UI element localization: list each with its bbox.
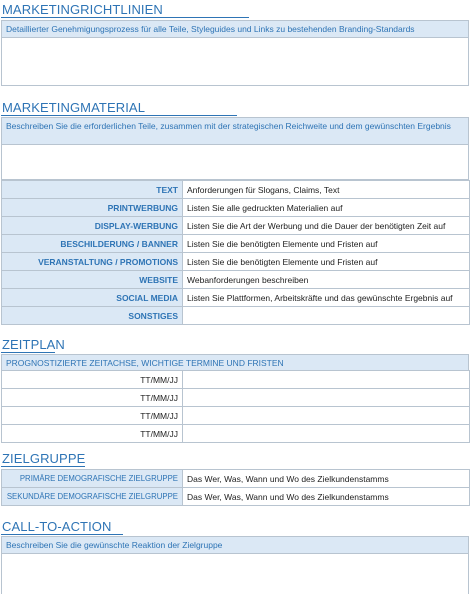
timeline-entry-cell[interactable] [183, 407, 470, 425]
row-value-sekundaere-zielgruppe[interactable]: Das Wer, Was, Wann und Wo des Zielkundenstamms [183, 488, 470, 506]
row-label-sonstiges: SONSTIGES [2, 307, 183, 325]
table-row [2, 181, 470, 199]
table-row [2, 407, 470, 425]
zeitplan-header: PROGNOSTIZIERTE ZEITACHSE, WICHTIGE TERMINE UND FRISTEN [2, 355, 468, 372]
table-row [2, 488, 470, 506]
table-row [2, 470, 470, 488]
date-cell[interactable]: TT/MM/JJ [2, 389, 183, 407]
section-title-marketingrichtlinien: MARKETINGRICHTLINIEN [2, 2, 163, 17]
call-to-action-input-area[interactable] [2, 554, 468, 594]
section-title-marketingmaterial: MARKETINGMATERIAL [2, 100, 146, 115]
marketingrichtlinien-box [1, 20, 469, 86]
row-label-text: TEXT [2, 181, 183, 199]
section-title-zeitplan: ZEITPLAN [2, 337, 65, 352]
marketingrichtlinien-input-area[interactable] [2, 38, 468, 85]
row-label-sekundaere-zielgruppe: SEKUNDÄRE DEMOGRAFISCHE ZIELGRUPPE [2, 488, 183, 506]
table-row [2, 307, 470, 325]
section-rule [1, 466, 85, 467]
section-rule [1, 17, 249, 18]
table-row [2, 289, 470, 307]
timeline-entry-cell[interactable] [183, 425, 470, 443]
zeitplan-table [1, 370, 470, 443]
zeitplan-header-box [1, 354, 469, 371]
row-label-primaere-zielgruppe: PRIMÄRE DEMOGRAFISCHE ZIELGRUPPE [2, 470, 183, 488]
row-label-display-werbung: DISPLAY-WERBUNG [2, 217, 183, 235]
table-row [2, 271, 470, 289]
date-cell[interactable]: TT/MM/JJ [2, 407, 183, 425]
call-to-action-description: Beschreiben Sie die gewünschte Reaktion der Zielgruppe [2, 537, 468, 554]
call-to-action-box [1, 536, 469, 594]
table-row [2, 199, 470, 217]
section-title-call-to-action: CALL-TO-ACTION [2, 519, 112, 534]
section-title-zielgruppe: ZIELGRUPPE [2, 451, 86, 466]
row-label-beschilderung: BESCHILDERUNG / BANNER [2, 235, 183, 253]
table-row [2, 425, 470, 443]
table-row [2, 217, 470, 235]
marketingrichtlinien-description: Detaillierter Genehmigungsprozess für alle Teile, Styleguides und Links zu bestehenden Branding-Standards [2, 21, 468, 38]
marketingmaterial-table [1, 180, 470, 325]
row-label-website: WEBSITE [2, 271, 183, 289]
row-value-veranstaltung[interactable]: Listen Sie die benötigten Elemente und Fristen auf [183, 253, 470, 271]
section-rule [1, 534, 123, 535]
row-value-display-werbung[interactable]: Listen Sie die Art der Werbung und die Dauer der benötigten Zeit auf [183, 217, 470, 235]
timeline-entry-cell[interactable] [183, 371, 470, 389]
section-rule [1, 115, 237, 116]
date-cell[interactable]: TT/MM/JJ [2, 371, 183, 389]
row-value-printwerbung[interactable]: Listen Sie alle gedruckten Materialien auf [183, 199, 470, 217]
marketingmaterial-description: Beschreiben Sie die erforderlichen Teile, zusammen mit der strategischen Reichweite und dem gewünschten Ergebnis [2, 118, 468, 145]
row-value-website[interactable]: Webanforderungen beschreiben [183, 271, 470, 289]
row-label-printwerbung: PRINTWERBUNG [2, 199, 183, 217]
table-row [2, 253, 470, 271]
timeline-entry-cell[interactable] [183, 389, 470, 407]
row-value-sonstiges[interactable] [183, 307, 470, 325]
zielgruppe-table [1, 469, 470, 506]
row-value-beschilderung[interactable]: Listen Sie die benötigten Elemente und Fristen auf [183, 235, 470, 253]
row-label-social-media: SOCIAL MEDIA [2, 289, 183, 307]
table-row [2, 235, 470, 253]
row-value-social-media[interactable]: Listen Sie Plattformen, Arbeitskräfte und das gewünschte Ergebnis auf [183, 289, 470, 307]
section-rule [1, 352, 55, 353]
marketingmaterial-input-area[interactable] [2, 145, 468, 179]
row-label-veranstaltung: VERANSTALTUNG / PROMOTIONS [2, 253, 183, 271]
table-row [2, 389, 470, 407]
table-row [2, 371, 470, 389]
row-value-text[interactable]: Anforderungen für Slogans, Claims, Text [183, 181, 470, 199]
date-cell[interactable]: TT/MM/JJ [2, 425, 183, 443]
row-value-primaere-zielgruppe[interactable]: Das Wer, Was, Wann und Wo des Zielkundenstamms [183, 470, 470, 488]
marketingmaterial-box [1, 117, 469, 180]
